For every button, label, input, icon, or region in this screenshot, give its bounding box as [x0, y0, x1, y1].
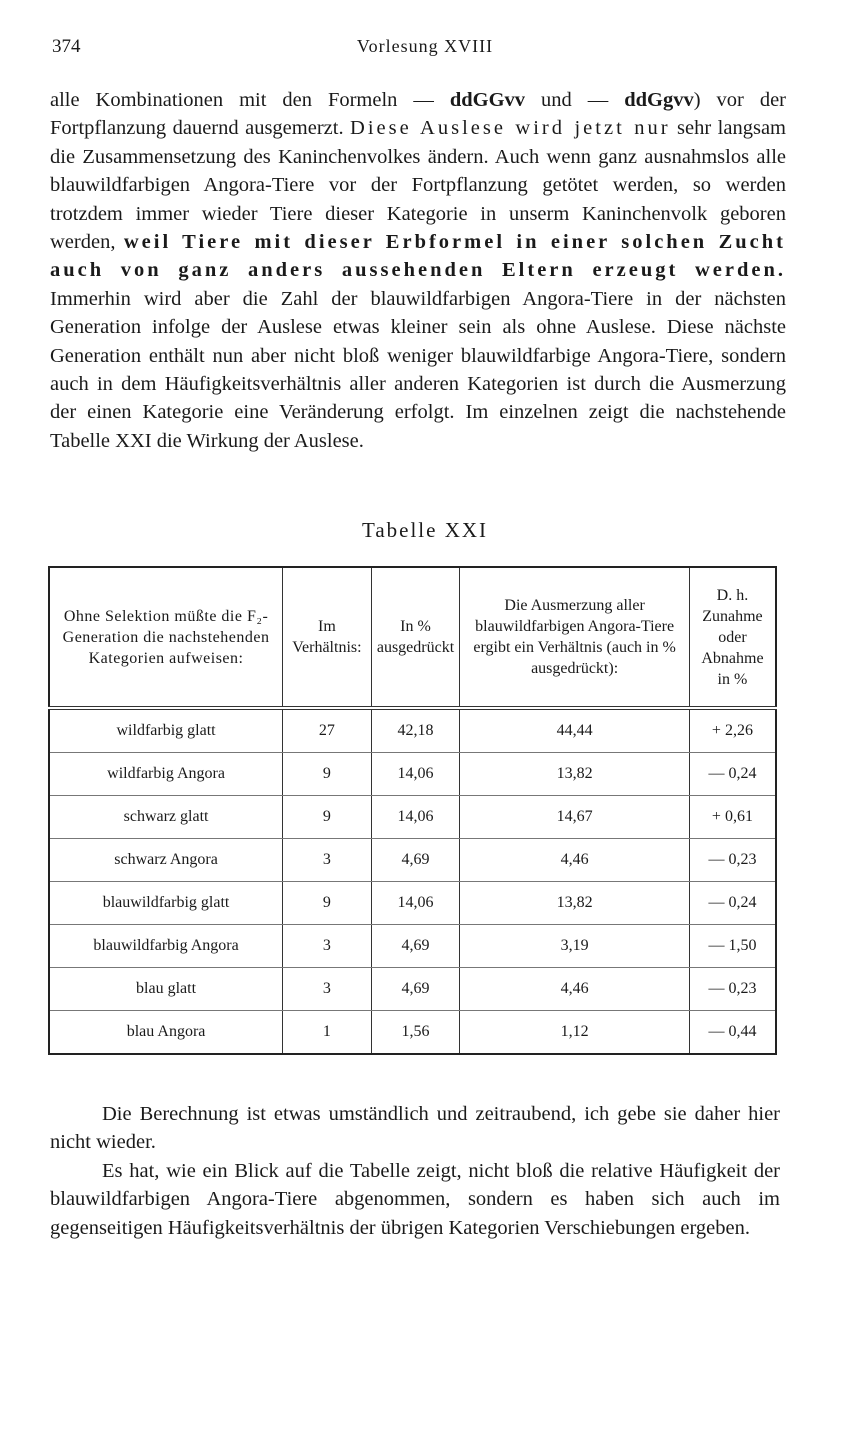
table-header-row: [49, 567, 776, 708]
cell-ratio: 9: [283, 882, 372, 925]
cell-percent: 14,06: [371, 882, 460, 925]
cell-percent: 14,06: [371, 796, 460, 839]
cell-after-selection: 3,19: [460, 925, 690, 968]
cell-percent: 4,69: [371, 839, 460, 882]
data-table: [48, 566, 777, 1055]
cell-percent: 14,06: [371, 753, 460, 796]
table-row: [49, 968, 776, 1011]
table-row: [49, 882, 776, 925]
cell-ratio: 1: [283, 1011, 372, 1055]
table-row: [49, 708, 776, 753]
cell-ratio: 3: [283, 839, 372, 882]
cell-category: blauwildfarbig glatt: [49, 882, 283, 925]
paragraph-3: Es hat, wie ein Blick auf die Tabelle zeigt, nicht bloß die relative Häufigkeit der blauwildfarbigen Angora-Tiere abgenommen, sondern es haben sich auch im gegenseitigen Häufigkeitsverhältnis der übrigen Kategorien Verschiebungen ergeben.: [50, 1160, 780, 1239]
header-categories: Ohne Selektion müßte die F₂-Generation die nachstehenden Kategorien aufweisen:: [49, 567, 283, 708]
header-after-selection: Die Ausmerzung aller blauwildfarbigen Angora-Tiere ergibt ein Verhältnis (auch in % ausgedrückt):: [460, 567, 690, 708]
formula-ddGGvv: ddGGvv: [449, 89, 526, 111]
paragraph-1-text-b: und —: [525, 89, 625, 111]
table-title: Tabelle XXI: [361, 518, 489, 542]
table-row: [49, 796, 776, 839]
cell-percent: 42,18: [371, 708, 460, 753]
cell-category: wildfarbig Angora: [49, 753, 283, 796]
cell-after-selection: 4,46: [460, 839, 690, 882]
cell-ratio: 9: [283, 796, 372, 839]
paragraph-1-emphasis-b: weil Tiere mit dieser Erbformel in einer solchen Zucht auch von ganz anders aussehenden Eltern erzeugt werden.: [50, 231, 786, 282]
cell-category: blau glatt: [49, 968, 283, 1011]
cell-change: — 1,50: [689, 925, 776, 968]
cell-change: — 0,23: [689, 968, 776, 1011]
cell-change: — 0,23: [689, 839, 776, 882]
cell-change: + 0,61: [689, 796, 776, 839]
cell-percent: 4,69: [371, 968, 460, 1011]
table-row: [49, 925, 776, 968]
cell-after-selection: 44,44: [460, 708, 690, 753]
table-row: [49, 753, 776, 796]
cell-ratio: 3: [283, 925, 372, 968]
cell-after-selection: 4,46: [460, 968, 690, 1011]
cell-ratio: 27: [283, 708, 372, 753]
cell-after-selection: 13,82: [460, 753, 690, 796]
cell-after-selection: 14,67: [460, 796, 690, 839]
paragraph-1-text-e: Immerhin wird aber die Zahl der blauwildfarbigen Angora-Tiere in der nächsten Generation infolge der Auslese etwas kleiner sein als ohne Auslese. Diese nächste Generation enthält nun aber nicht bloß weniger blauwildfarbige Angora-Tiere, sondern auch in dem Häufigkeitsverhältnis aller anderen Kategorien ist durch die Ausmerzung der einen Kategorie eine Veränderung erfolgt. Im einzelnen zeigt die nachstehende Tabelle XXI die Wirkung der Auslese.: [50, 287, 786, 452]
cell-change: — 0,44: [708, 1023, 757, 1040]
paragraph-1-text-c: ) vor der Fortpflanzung dauernd ausgemerzt.: [50, 89, 787, 140]
cell-ratio: 3: [283, 968, 372, 1011]
paragraph-2: Die Berechnung ist etwas umständlich und zeitraubend, ich gebe sie daher hier nicht wieder.: [50, 1103, 780, 1154]
cell-percent: 1,56: [371, 1011, 460, 1055]
header-ratio: Im Verhältnis:: [283, 567, 372, 708]
cell-after-selection: 1,12: [460, 1011, 690, 1055]
running-head: Vorlesung XVIII: [356, 36, 494, 56]
cell-change: + 2,26: [689, 708, 776, 753]
table-row: [49, 1011, 776, 1055]
page-number: 374: [52, 36, 81, 57]
cell-category: blau Angora: [49, 1011, 283, 1055]
cell-category: wildfarbig glatt: [49, 708, 283, 753]
paragraph-1: [50, 86, 786, 455]
formula-ddGgvv: ddGgvv: [624, 89, 694, 111]
cell-change: — 0,24: [689, 753, 776, 796]
header-percent: In % ausgedrückt: [371, 567, 460, 708]
paragraph-1-text-a: alle Kombinationen mit den Formeln —: [50, 89, 450, 111]
cell-change: — 0,24: [689, 882, 776, 925]
header-change: D. h. Zunahme oder Abnahme in %: [689, 567, 776, 708]
cell-percent: 4,69: [371, 925, 460, 968]
cell-after-selection: 13,82: [460, 882, 690, 925]
cell-category: blauwildfarbig Angora: [49, 925, 283, 968]
cell-category: schwarz glatt: [49, 796, 283, 839]
paragraph-1-text-d: sehr langsam die Zusammensetzung des Kaninchenvolkes ändern. Auch wenn ganz ausnahmslos alle blauwildfarbigen Angora-Tiere vor der Fortpflanzung getötet werden, so werden trotzdem immer wieder Tiere dieser Kategorie in unserm Kaninchenvolk geboren werden,: [50, 117, 786, 254]
paragraph-1-emphasis-a: Diese Auslese wird jetzt nur: [350, 117, 671, 140]
cell-ratio: 9: [283, 753, 372, 796]
cell-category: schwarz Angora: [49, 839, 283, 882]
table-row: [49, 839, 776, 882]
